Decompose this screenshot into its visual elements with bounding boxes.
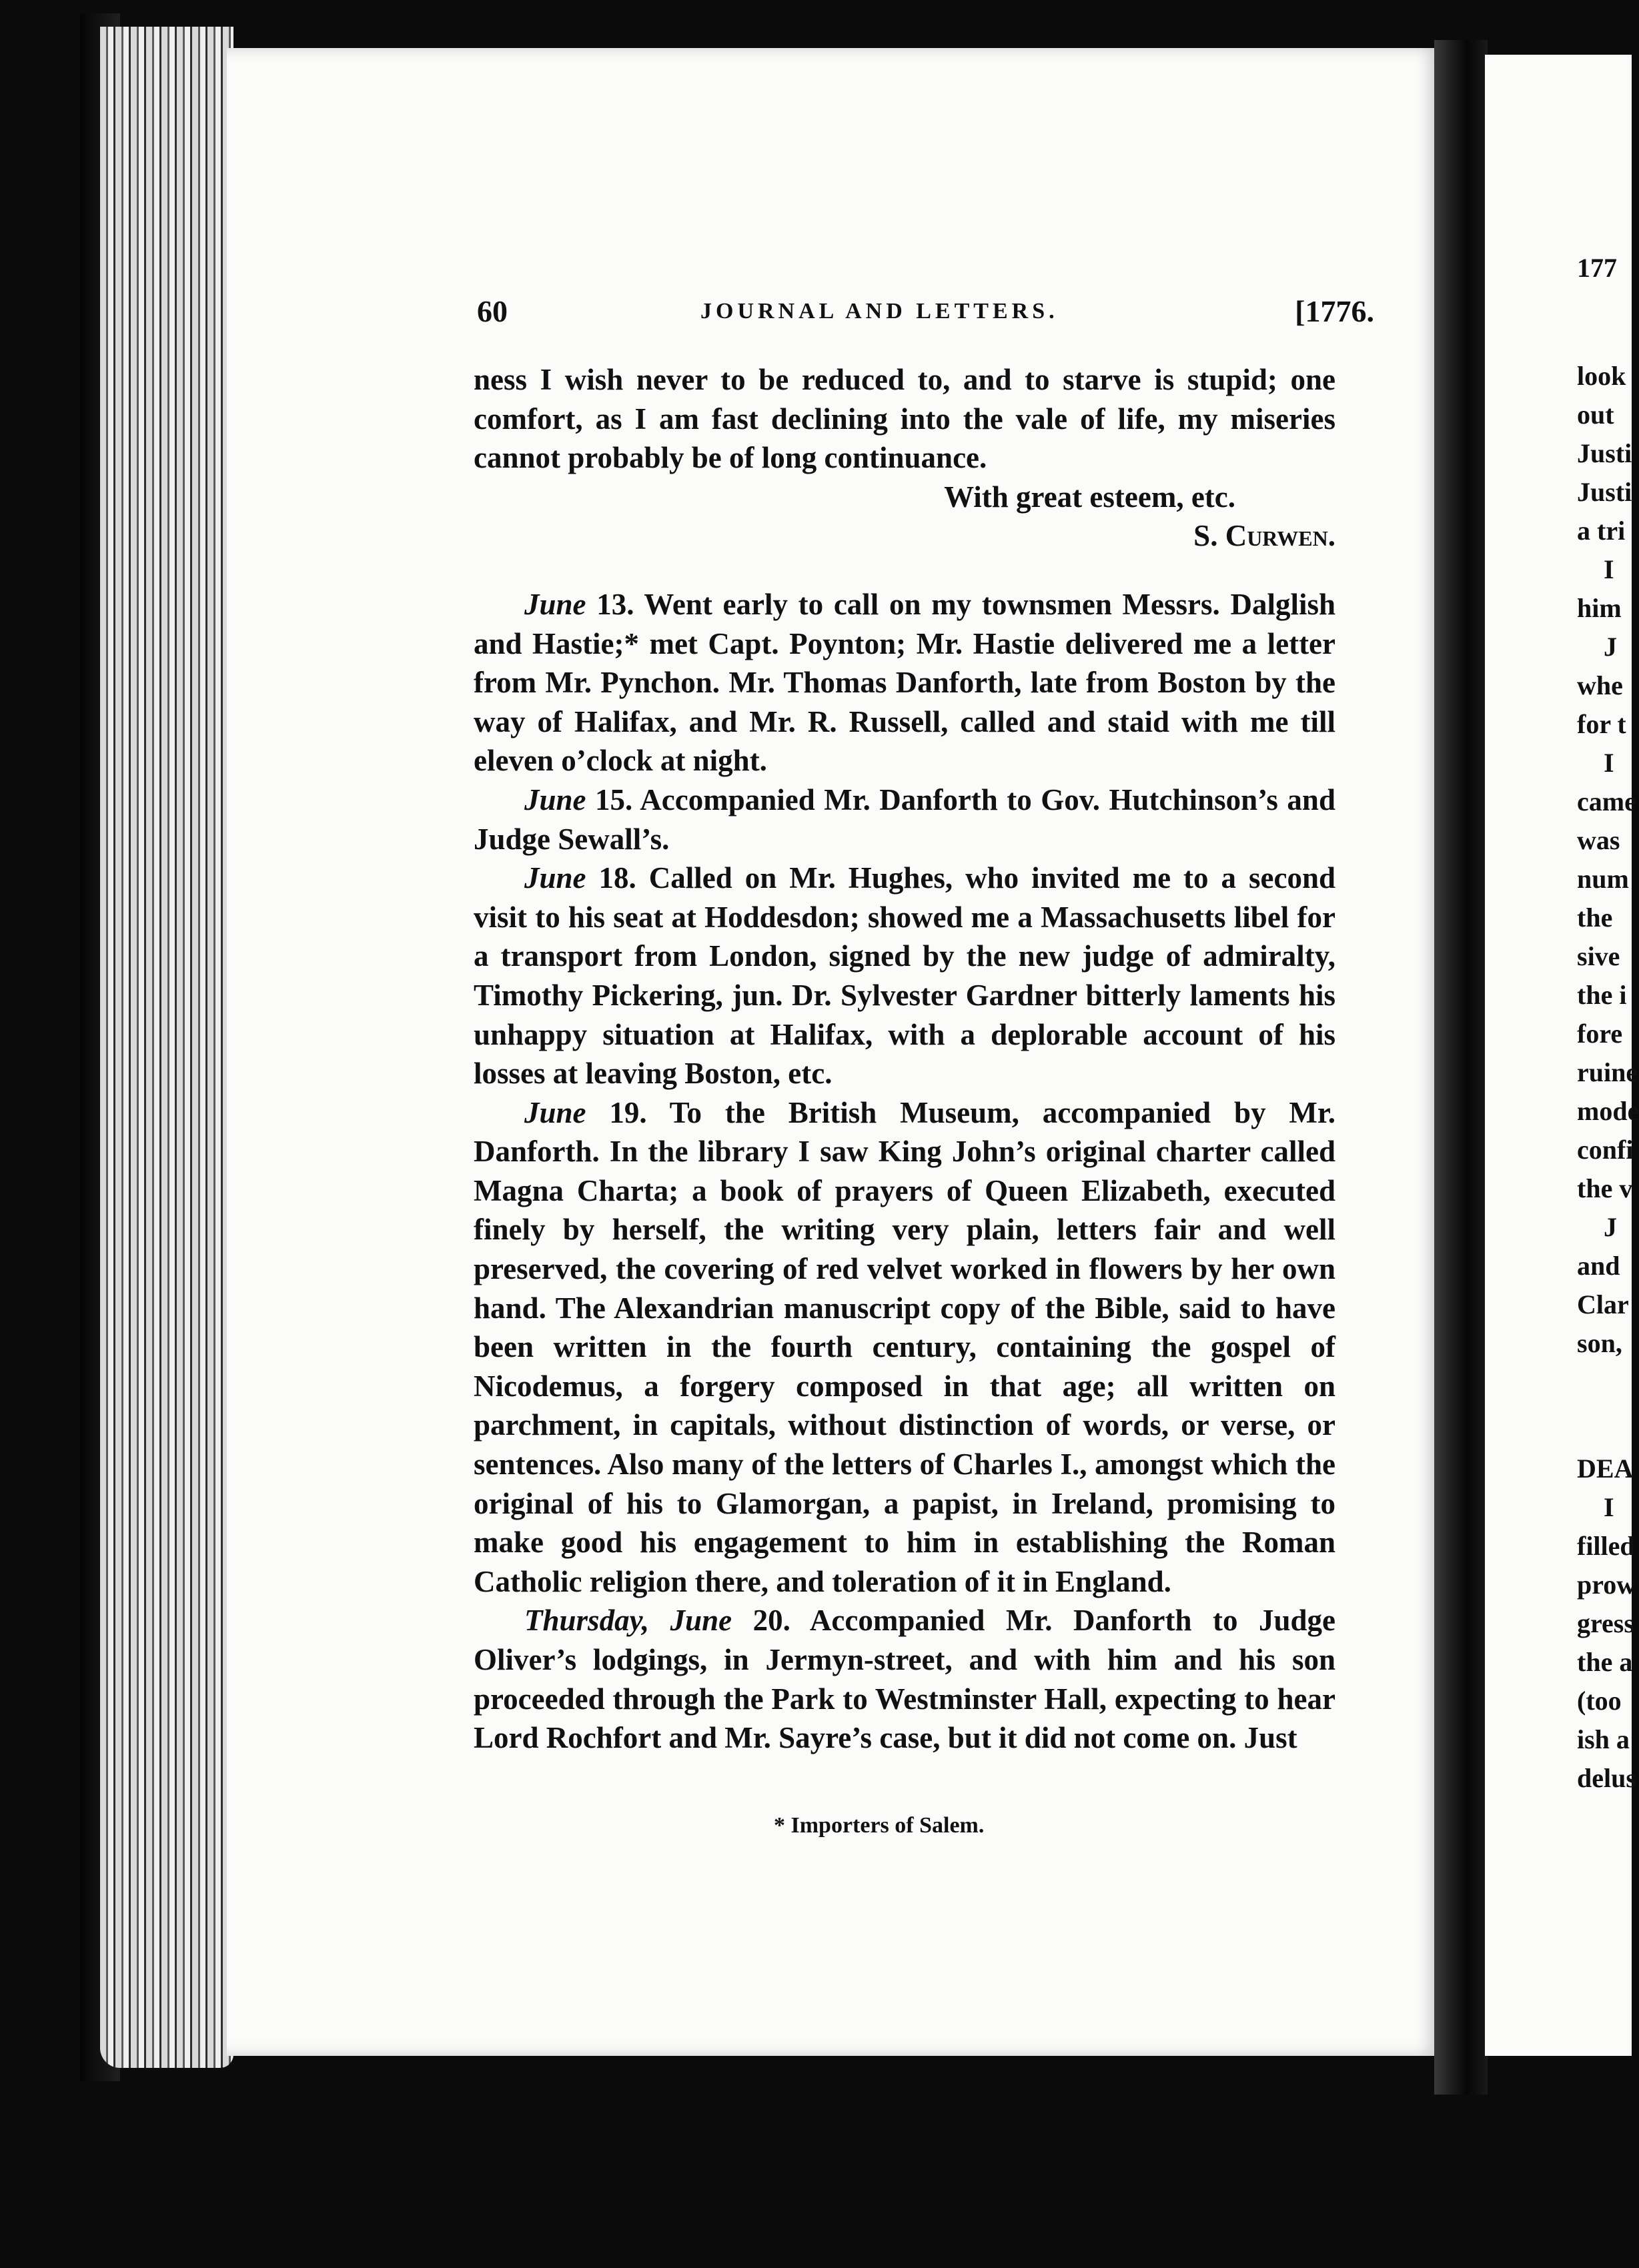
entry-date: June (524, 587, 586, 621)
entry-date: June (524, 782, 586, 816)
page-header (477, 294, 1374, 340)
running-title: JOURNAL AND LETTERS. (700, 299, 1059, 324)
text-line: cannot probably be of long continuance. (474, 441, 987, 475)
journal-entry (474, 1601, 1335, 1757)
entry-date: June (524, 1095, 586, 1129)
right-page-fragment: Clar (1577, 1289, 1629, 1319)
right-page-fragment: mode (1577, 1096, 1639, 1126)
signature-name: Curwen. (1225, 519, 1335, 553)
right-page-fragment: the (1577, 903, 1613, 933)
right-page-fragment: delus (1577, 1763, 1636, 1793)
entry-text: 18. Called on Mr. Hughes, who invited me to a second visit to his seat at Hoddesdon; showed me a Massachusetts libel for a transport from London, signed by the new judge of admiralty, Timothy Pickering, jun. Dr. Sylvester Gardner bitterly laments his unhappy situation at Halifax, with a deplorable account of his losses at leaving Boston, etc. (474, 861, 1335, 1091)
right-page-fragment: the v (1577, 1173, 1633, 1203)
right-page-fragment: came (1577, 786, 1636, 816)
right-page-fragment: out (1577, 400, 1614, 430)
right-page-fragment: him (1577, 593, 1622, 623)
right-page (1485, 55, 1639, 2056)
right-page-fragment: the a (1577, 1647, 1633, 1677)
right-page-fragment: for t (1577, 709, 1626, 739)
body-text (474, 360, 1335, 1758)
entry-date: Thursday, June (524, 1604, 732, 1638)
right-page-fragment: the i (1577, 980, 1627, 1010)
letter-closing: With great esteem, etc. (944, 480, 1235, 514)
signature-initial: S. (1193, 519, 1225, 553)
book-gutter (1434, 40, 1488, 2095)
entry-text: 13. Went early to call on my townsmen Messrs. Dalglish and Hastie;* met Capt. Poynton; Mr. Hastie delivered me a letter from Mr. Pynchon. Mr. Thomas Danforth, late from Boston by the way of Halifax, and Mr. R. Russell, called and staid with me till eleven o’clock at night. (474, 587, 1335, 778)
continuation-paragraph (474, 360, 1335, 478)
right-page-fragment: J (1604, 1212, 1617, 1242)
right-page-fragment: whe (1577, 670, 1623, 700)
header-year: [1776. (1295, 294, 1374, 328)
journal-entry (474, 780, 1335, 859)
right-page-fragment: son, (1577, 1328, 1622, 1358)
entry-text: 19. To the British Museum, accompanied by Mr. Danforth. In the library I saw King John’s original charter called Magna Charta; a book of prayers of Queen Elizabeth, executed finely by herself, the writing very plain, letters fair and well preserved, the covering of red velvet worked in flowers by her own hand. The Alexandrian manuscript copy of the Bible, said to have been written in the fourth century, containing the gospel of Nicodemus, a forgery composed in that age; all written on parchment, in capitals, without distinction of words, or verse, or sentences. Also many of the letters of Charles I., amongst which the original of his to Glamorgan, a papist, in Ireland, promising to make good his engagement to him in establishing the Roman Catholic religion there, and toleration of it in England. (474, 1095, 1335, 1598)
text-line: ness I wish never to be reduced to, and to starve is stupid; one (474, 363, 1335, 396)
right-page-fragment: I (1604, 748, 1614, 778)
right-page-fragment: I (1604, 554, 1614, 584)
right-page-fragment: (too (1577, 1686, 1622, 1716)
entry-date: June (524, 861, 586, 895)
text-line: comfort, as I am fast declining into the vale of life, my miseries (474, 402, 1335, 436)
right-page-fragment: ruine (1577, 1057, 1638, 1087)
book-page-edges (100, 27, 233, 2068)
right-page-fragment: look (1577, 361, 1626, 391)
right-page-fragment: I (1604, 1492, 1614, 1522)
right-page-fragment: fore (1577, 1019, 1623, 1049)
letter-signature (474, 516, 1335, 556)
right-page-fragment: a tri (1577, 516, 1626, 546)
right-page-fragment: num (1577, 864, 1629, 894)
right-page-fragment: prow (1577, 1570, 1636, 1600)
journal-entry (474, 585, 1335, 780)
journal-entry (474, 859, 1335, 1093)
entry-text: 15. Accompanied Mr. Danforth to Gov. Hutchinson’s and Judge Sewall’s. (474, 782, 1335, 856)
right-page-fragment: DEA (1577, 1454, 1634, 1484)
footnote: * Importers of Salem. (774, 1813, 985, 1838)
entry-text: 20. Accompanied Mr. Danforth to Judge Oliver’s lodgings, in Jermyn-street, and with him and his son proceeded through the Park to Westminster Hall, expecting to hear Lord Rochfort and Mr. Sayre’s case, but it did not come on. Just (474, 1604, 1335, 1755)
page-number: 60 (477, 294, 508, 328)
right-page-fragment: 177 (1577, 253, 1617, 283)
right-page-fragment: gress (1577, 1608, 1634, 1638)
right-page-fragment: ish a (1577, 1724, 1630, 1754)
right-page-fragment: sive (1577, 941, 1620, 971)
right-page-fragment: confi (1577, 1135, 1634, 1165)
right-page-fragment: Justi (1577, 477, 1632, 507)
right-page-fragment: J (1604, 632, 1617, 662)
right-page-fragment: Justi (1577, 438, 1632, 468)
right-page-fragment: was (1577, 825, 1620, 855)
journal-entry (474, 1093, 1335, 1602)
right-page-fragment: and (1577, 1251, 1620, 1281)
right-page-fragment: filled (1577, 1531, 1635, 1561)
